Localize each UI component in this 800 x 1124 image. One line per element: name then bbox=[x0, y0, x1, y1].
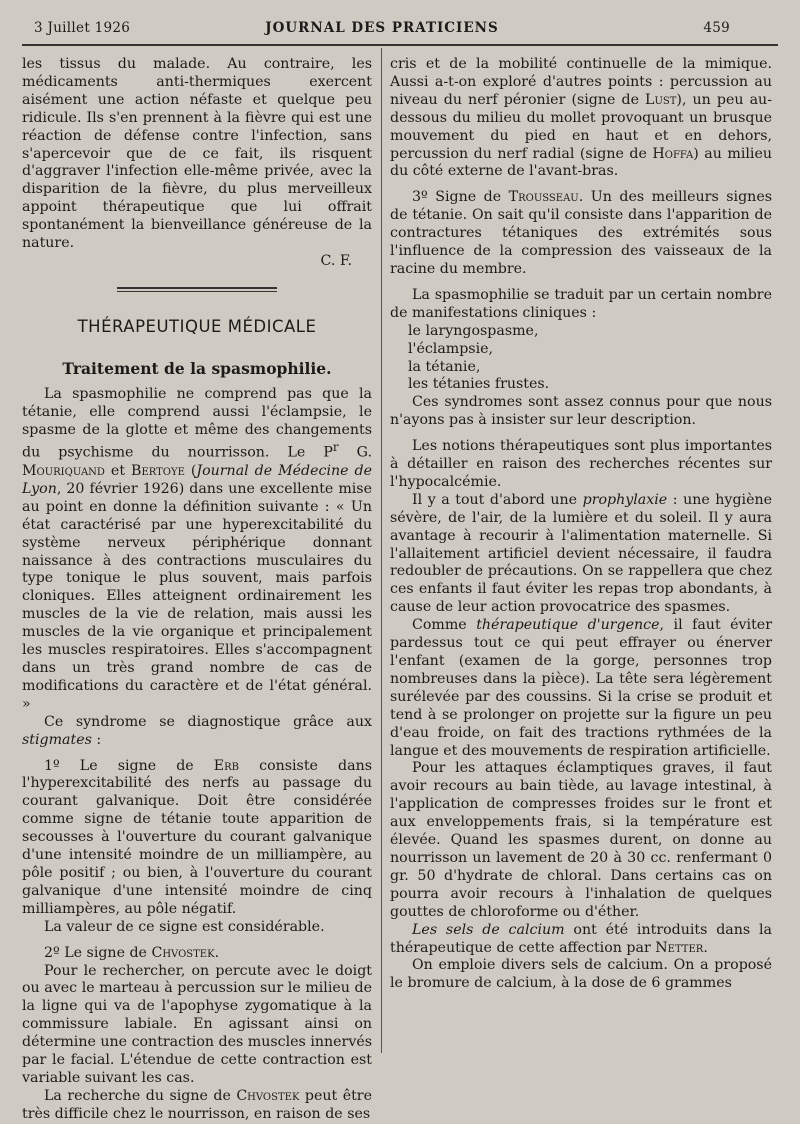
section-divider bbox=[117, 287, 277, 292]
left-column bbox=[22, 56, 372, 1124]
column-divider bbox=[381, 48, 382, 1053]
manifestations-list bbox=[390, 323, 772, 395]
paragraph: Pour le rechercher, on percute avec le doigt ou avec le marteau à percussion sur le milieu de la ligne qui va de l'apophyse zygomatique à la commissure labiale. En agissant ainsi on détermine une contraction des muscles innervés par le facial. L'étendue de cette contraction est variable suivant les cas. bbox=[22, 962, 373, 1086]
list-item: les tétanies frustes. bbox=[408, 376, 550, 393]
paragraph: La spasmophilie ne comprend pas que la tétanie, elle comprend aussi l'éclampsie, le spasme de la glotte et même des changements du psychisme du nourrisson. Le $P^r$ G. Mouriquand et Bertoye (Journal de Médecine de Lyon, 20 février 1926) dans une excellente mise au point en donne la définition suivante : « Un état caractérisé par une hyperexcitabilité du système nerveux périphérique donnant naissance à des contractions musculaires du type tonique le plus souvent, mais parfois cloniques. Elles atteignent ordinairement les muscles de la vie de relation, mais aussi les muscles de la vie organique et principalement les muscles respiratoires. Elles s'accompagnent dans un très grand nombre de cas de modifications du caractère et de l'état général. » bbox=[22, 385, 373, 712]
header-date: 3 Juillet 1926 bbox=[34, 20, 131, 36]
running-header bbox=[34, 20, 730, 40]
header-page-number: 459 bbox=[703, 20, 730, 36]
paragraph: 2º Le signe de Chvostek. bbox=[44, 944, 220, 961]
paragraph: La recherche du signe de Chvostek peut être très difficile chez le nourrisson, en raison de ses bbox=[22, 1087, 372, 1122]
list-item: la tétanie, bbox=[408, 358, 481, 375]
paragraph: Les notions thérapeutiques sont plus importantes à détailler en raison des recherches récentes sur l'hypocalcémie. bbox=[390, 438, 772, 490]
paragraph: 3º Signe de Trousseau. Un des meilleurs signes de tétanie. On sait qu'il consiste dans l'apparition de contractures tétaniques des extrémités sous l'influence de la compression des vaisseaux de la racine du membre. bbox=[390, 189, 772, 277]
paragraph: La valeur de ce signe est considérable. bbox=[44, 918, 325, 935]
header-rule bbox=[22, 44, 778, 46]
paragraph: Il y a tout d'abord une prophylaxie : une hygiène sévère, de l'air, de la lumière et du soleil. Il y aura avantage à recourir à l'alimentation maternelle. Si l'allaitement artificiel devient nécessaire, il faudra redoubler de précautions. On se rappellera que chez ces enfants il faut éviter les repas trop abondants, à cause de leur action provocatrice des spasmes. bbox=[390, 491, 772, 616]
list-item: l'éclampsie, bbox=[408, 340, 494, 357]
paragraph: 1º Le signe de Erb consiste dans l'hyperexcitabilité des nerfs au passage du courant galvanique. Doit être considérée comme signe de tétanie toute apparition de secousses à l'ouverture du courant galvanique d'une intensité moindre de un milliampère, au pôle positif ; ou bien, à l'ouverture du courant galvanique d'une intensité moindre de cinq milliampères, au pôle négatif. bbox=[22, 757, 372, 917]
paragraph: Ces syndromes sont assez connus pour que nous n'ayons pas à insister sur leur description. bbox=[390, 394, 772, 429]
signature: C. F. bbox=[320, 252, 352, 269]
intro-paragraph: les tissus du malade. Au contraire, les médicaments anti-thermiques exercent aisément une action néfaste et quelque peu ridicule. Ils s'en prennent à la fièvre qui est une réaction de défense contre l'infection, sans s'apercevoir que de ce fait, ils risquent d'aggraver l'infection elle-même privée, avec la disparition de la fièvre, du plus merveilleux appoint thérapeutique que lui offrait spontanément la bienveillance généreuse de la nature. bbox=[22, 56, 372, 252]
paragraph: Les sels de calcium ont été introduits dans la thérapeutique de cette affection par Netter. bbox=[390, 921, 772, 956]
paragraph: Pour les attaques éclamptiques graves, il faut avoir recours au bain tiède, au lavage intestinal, à l'application de compresses froides sur le front et aux enveloppements frais, si la température est élevée. Quand les spasmes durent, on donne au nourrisson un lavement de 20 à 30 cc. renfermant 0 gr. 50 d'hydrate de chloral. Dans certains cas on pourra avoir recours à l'inhalation de quelques gouttes de chloroforme ou d'éther. bbox=[390, 760, 772, 920]
paragraph: Ce syndrome se diagnostique grâce aux stigmates : bbox=[22, 713, 372, 748]
paragraph: Comme thérapeutique d'urgence, il faut éviter pardessus tout ce qui peut effrayer ou énerver l'enfant (examen de la gorge, personnes trop nombreuses dans la pièce). La tête sera légèrement surélevée par des coussins. Si la crise se produit et tend à se prolonger on projette sur la figure un peu d'eau froide, on fait des tractions rythmées de la langue et des mouvements de respiration artificielle. bbox=[390, 617, 772, 759]
paragraph: On emploie divers sels de calcium. On a proposé le bromure de calcium, à la dose de 6 grammes bbox=[390, 957, 772, 992]
header-journal-title: JOURNAL DES PRATICIENS bbox=[265, 20, 499, 36]
paragraph: La spasmophilie se traduit par un certain nombre de manifestations cliniques : bbox=[390, 286, 772, 321]
paragraph: cris et de la mobilité continuelle de la mimique. Aussi a-t-on exploré d'autres points : percussion au niveau du nerf péronier (signe de Lust), un peu au-dessous du milieu du mollet provoquant un brusque mouvement du pied en haut et en dehors, percussion du nerf radial (signe de Hoffa) au milieu du côté externe de l'avant-bras. bbox=[390, 56, 772, 180]
list-item: le laryngospasme, bbox=[408, 322, 539, 339]
right-column bbox=[390, 56, 772, 993]
section-title: THÉRAPEUTIQUE MÉDICALE bbox=[77, 316, 317, 336]
article-title: Traitement de la spasmophilie. bbox=[62, 358, 332, 378]
